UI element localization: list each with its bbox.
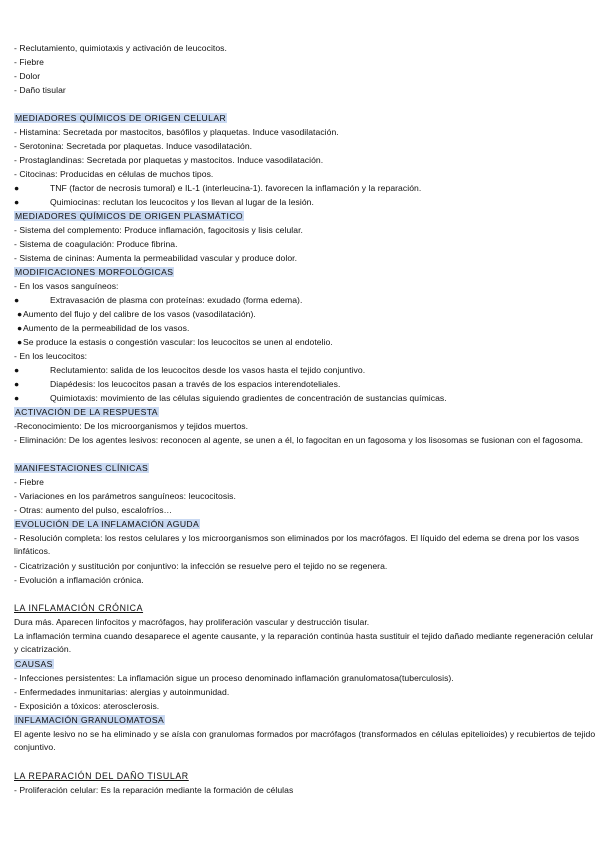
bullet-item: ● Aumento de la permeabilidad de los vasos. xyxy=(17,323,190,333)
text-line: - Sistema del complemento: Produce inflamación, fagocitosis y lisis celular. xyxy=(14,225,303,235)
text-paragraph: La inflamación termina cuando desaparece el agente causante, y la reparación continúa hasta sustituir el tejido dañado mediante regeneración celular y cicatrización. xyxy=(14,631,594,654)
section-heading: MEDIADORES QUÍMICOS DE ORIGEN CELULAR xyxy=(15,113,227,123)
bullet-item: ● Diapédesis: los leucocitos pasan a través de los espacios interendoteliales. xyxy=(14,379,341,389)
section-heading: EVOLUCIÓN DE LA INFLAMACIÓN AGUDA xyxy=(15,519,200,529)
bullet-item: ● Extravasación de plasma con proteínas: exudado (forma edema). xyxy=(14,295,303,305)
text-line: - Cicatrización y sustitución por conjuntivo: la infección se resuelve pero el tejido no se regenera. xyxy=(14,561,388,571)
text-line: Dura más. Aparecen linfocitos y macrófagos, hay proliferación vascular y destrucción tisular. xyxy=(14,617,370,627)
text-line: - Enfermedades inmunitarias: alergias y autoinmunidad. xyxy=(14,687,230,697)
text-line: - Proliferación celular: Es la reparación mediante la formación de células xyxy=(14,785,294,795)
text-line: - Daño tisular xyxy=(14,85,66,95)
section-title: LA INFLAMACIÓN CRÓNICA xyxy=(14,603,144,613)
text-line: - Histamina: Secretada por mastocitos, basófilos y plaquetas. Induce vasodilatación. xyxy=(14,127,339,137)
text-line: - Serotonina: Secretada por plaquetas. Induce vasodilatación. xyxy=(14,141,253,151)
text-line: - Infecciones persistentes: La inflamación sigue un proceso denominado inflamación granulomatosa(tuberculosis). xyxy=(14,673,454,683)
section-title: LA REPARACIÓN DEL DAÑO TISULAR xyxy=(14,771,189,781)
section-heading: MODIFICACIONES MORFOLÓGICAS xyxy=(15,267,174,277)
text-line: - En los leucocitos: xyxy=(14,351,88,361)
text-line: - Dolor xyxy=(14,71,41,81)
section-heading: INFLAMACIÓN GRANULOMATOSA xyxy=(15,715,165,725)
text-line: -Reconocimiento: De los microorganismos y tejidos muertos. xyxy=(14,421,249,431)
text-line: - Variaciones en los parámetros sanguíneos: leucocitosis. xyxy=(14,491,236,501)
text-paragraph: El agente lesivo no se ha eliminado y se aísla con granulomas formados por macrófagos (transformados en células epitelioides) y recubiertos de tejido conjuntivo. xyxy=(14,729,596,752)
text-paragraph: - Resolución completa: los restos celulares y los microorganismos son eliminados por los macrófagos. El líquido del edema se drena por los vasos linfáticos. xyxy=(14,533,580,556)
section-heading: CAUSAS xyxy=(15,659,53,669)
text-line: - Reclutamiento, quimiotaxis y activación de leucocitos. xyxy=(14,43,227,53)
text-line: - Sistema de cininas: Aumenta la permeabilidad vascular y produce dolor. xyxy=(14,253,298,263)
text-line: - Otras: aumento del pulso, escalofríos… xyxy=(14,505,173,515)
bullet-item: ● Se produce la estasis o congestión vascular: los leucocitos se unen al endotelio. xyxy=(17,337,333,347)
section-heading: MEDIADORES QUÍMICOS DE ORIGEN PLASMÁTICO xyxy=(15,211,244,221)
text-line: - Fiebre xyxy=(14,477,45,487)
text-line: - Prostaglandinas: Secretada por plaquetas y mastocitos. Induce vasodilatación. xyxy=(14,155,324,165)
text-line: - Fiebre xyxy=(14,57,45,67)
bullet-item: ● Quimiocinas: reclutan los leucocitos y los llevan al lugar de la lesión. xyxy=(14,197,314,207)
text-line: - Sistema de coagulación: Produce fibrina. xyxy=(14,239,178,249)
bullet-item: ● TNF (factor de necrosis tumoral) e IL-1 (interleucina-1). favorecen la inflamación y la reparación. xyxy=(14,183,422,193)
text-line: - En los vasos sanguíneos: xyxy=(14,281,119,291)
bullet-item: ● Quimiotaxis: movimiento de las células siguiendo gradientes de concentración de sustancias químicas. xyxy=(14,393,447,403)
bullet-item: ● Aumento del flujo y del calibre de los vasos (vasodilatación). xyxy=(17,309,256,319)
text-line: - Citocinas: Producidas en células de muchos tipos. xyxy=(14,169,214,179)
text-line: - Exposición a tóxicos: aterosclerosis. xyxy=(14,701,160,711)
bullet-item: ● Reclutamiento: salida de los leucocitos desde los vasos hasta el tejido conjuntivo. xyxy=(14,365,366,375)
section-heading: MANIFESTACIONES CLÍNICAS xyxy=(15,463,149,473)
text-paragraph: - Eliminación: De los agentes lesivos: reconocen al agente, se unen a él, lo fagocitan en un fagosoma y los lisosomas se fusionan con el fagosoma. xyxy=(14,435,584,445)
text-line: - Evolución a inflamación crónica. xyxy=(14,575,144,585)
section-heading: ACTIVACIÓN DE LA RESPUESTA xyxy=(15,407,158,417)
